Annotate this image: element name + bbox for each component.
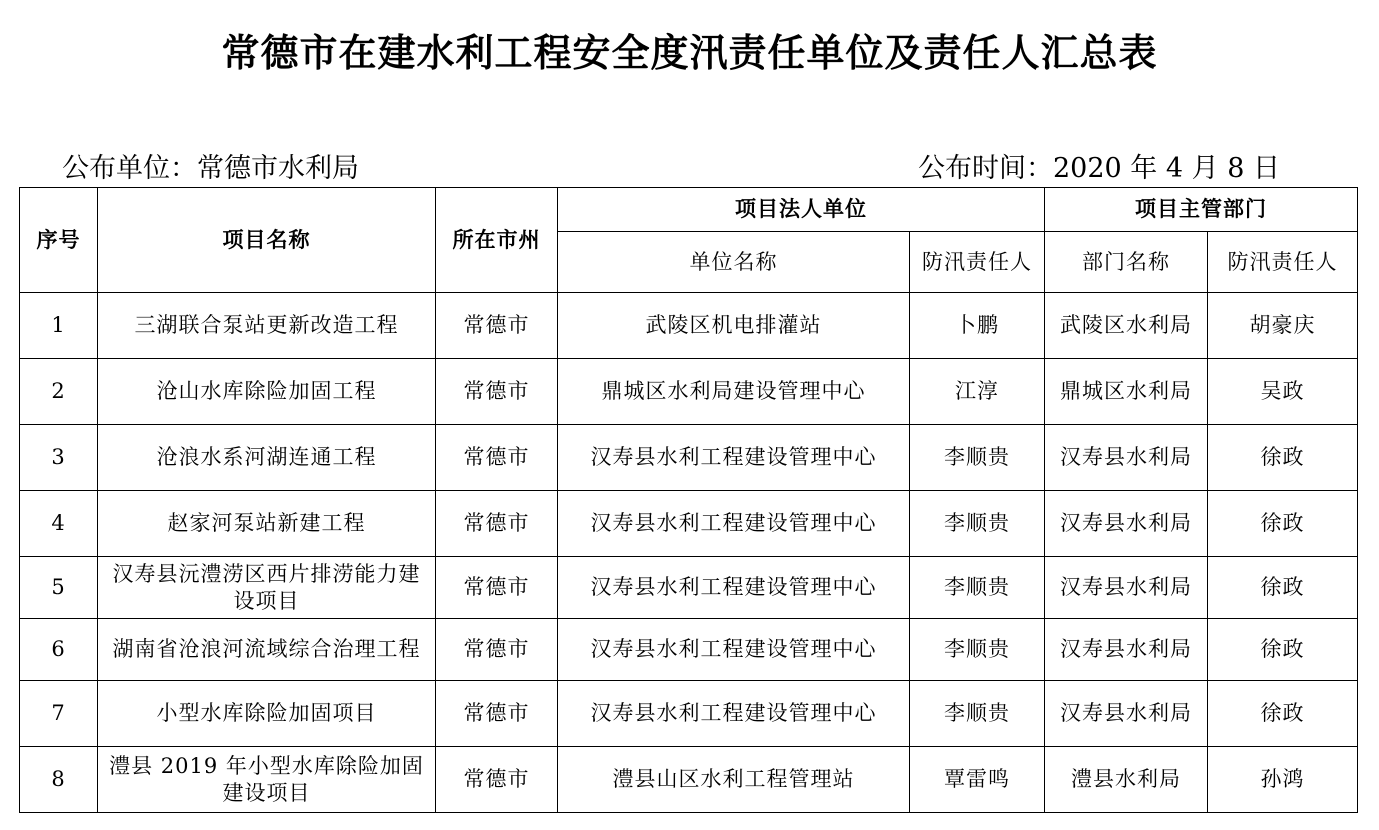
- cell-unit-name: 汉寿县水利工程建设管理中心: [558, 425, 910, 491]
- cell-project-name: 澧县 2019 年小型水库除险加固建设项目: [98, 747, 436, 813]
- cell-unit-person: 李顺贵: [910, 681, 1045, 747]
- publisher-label: 公布单位：常德市水利局: [62, 153, 359, 184]
- table-row: [20, 557, 1358, 619]
- cell-project-name: 赵家河泵站新建工程: [98, 491, 436, 557]
- cell-unit-person: 李顺贵: [910, 491, 1045, 557]
- cell-project-name: 汉寿县沅澧涝区西片排涝能力建设项目: [98, 557, 436, 619]
- table-row: [20, 491, 1358, 557]
- cell-dept-person: 徐政: [1208, 425, 1358, 491]
- cell-project-name: 湖南省沧浪河流域综合治理工程: [98, 619, 436, 681]
- cell-unit-name: 汉寿县水利工程建设管理中心: [558, 557, 910, 619]
- cell-seq: 5: [20, 557, 98, 619]
- cell-city: 常德市: [436, 681, 558, 747]
- header-dept: 项目主管部门: [1045, 188, 1358, 232]
- cell-unit-person: 江淳: [910, 359, 1045, 425]
- table-row: [20, 425, 1358, 491]
- cell-dept-person: 徐政: [1208, 491, 1358, 557]
- cell-seq: 8: [20, 747, 98, 813]
- table-body: [20, 293, 1358, 813]
- cell-dept-person: 徐政: [1208, 557, 1358, 619]
- cell-city: 常德市: [436, 293, 558, 359]
- cell-dept-name: 汉寿县水利局: [1045, 619, 1208, 681]
- cell-seq: 7: [20, 681, 98, 747]
- cell-unit-person: 覃雷鸣: [910, 747, 1045, 813]
- cell-dept-name: 鼎城区水利局: [1045, 359, 1208, 425]
- table-row: [20, 293, 1358, 359]
- cell-unit-name: 汉寿县水利工程建设管理中心: [558, 681, 910, 747]
- cell-unit-name: 汉寿县水利工程建设管理中心: [558, 619, 910, 681]
- cell-dept-name: 汉寿县水利局: [1045, 681, 1208, 747]
- cell-seq: 6: [20, 619, 98, 681]
- cell-dept-person: 徐政: [1208, 619, 1358, 681]
- cell-project-name: 沧浪水系河湖连通工程: [98, 425, 436, 491]
- header-unit-person: 防汛责任人: [910, 232, 1045, 293]
- cell-project-name: 沧山水库除险加固工程: [98, 359, 436, 425]
- cell-dept-name: 武陵区水利局: [1045, 293, 1208, 359]
- publish-time-label: 公布时间：2020 年 4 月 8 日: [918, 153, 1280, 184]
- cell-seq: 3: [20, 425, 98, 491]
- header-unit-name: 单位名称: [558, 232, 910, 293]
- cell-city: 常德市: [436, 557, 558, 619]
- table-row: [20, 681, 1358, 747]
- cell-city: 常德市: [436, 491, 558, 557]
- table-header: [20, 188, 1358, 293]
- cell-seq: 2: [20, 359, 98, 425]
- header-city: 所在市州: [436, 188, 558, 293]
- header-dept-person: 防汛责任人: [1208, 232, 1358, 293]
- cell-city: 常德市: [436, 359, 558, 425]
- cell-unit-person: 李顺贵: [910, 619, 1045, 681]
- cell-dept-person: 孙鸿: [1208, 747, 1358, 813]
- cell-project-name: 三湖联合泵站更新改造工程: [98, 293, 436, 359]
- table-row: [20, 619, 1358, 681]
- cell-dept-name: 汉寿县水利局: [1045, 557, 1208, 619]
- cell-unit-name: 鼎城区水利局建设管理中心: [558, 359, 910, 425]
- page-title: 常德市在建水利工程安全度汛责任单位及责任人汇总表: [221, 31, 1158, 75]
- cell-unit-name: 武陵区机电排灌站: [558, 293, 910, 359]
- cell-dept-person: 吴政: [1208, 359, 1358, 425]
- cell-unit-person: 卜鹏: [910, 293, 1045, 359]
- cell-unit-name: 汉寿县水利工程建设管理中心: [558, 491, 910, 557]
- cell-dept-name: 澧县水利局: [1045, 747, 1208, 813]
- cell-dept-name: 汉寿县水利局: [1045, 425, 1208, 491]
- cell-unit-name: 澧县山区水利工程管理站: [558, 747, 910, 813]
- cell-city: 常德市: [436, 425, 558, 491]
- cell-seq: 1: [20, 293, 98, 359]
- cell-dept-person: 胡豪庆: [1208, 293, 1358, 359]
- header-legal-unit: 项目法人单位: [558, 188, 1045, 232]
- cell-dept-name: 汉寿县水利局: [1045, 491, 1208, 557]
- cell-dept-person: 徐政: [1208, 681, 1358, 747]
- cell-seq: 4: [20, 491, 98, 557]
- header-project-name: 项目名称: [98, 188, 436, 293]
- cell-unit-person: 李顺贵: [910, 557, 1045, 619]
- cell-unit-person: 李顺贵: [910, 425, 1045, 491]
- responsibility-table: [19, 187, 1358, 813]
- cell-city: 常德市: [436, 619, 558, 681]
- table-row: [20, 359, 1358, 425]
- header-seq: 序号: [20, 188, 98, 293]
- cell-city: 常德市: [436, 747, 558, 813]
- cell-project-name: 小型水库除险加固项目: [98, 681, 436, 747]
- table-row: [20, 747, 1358, 813]
- header-dept-name: 部门名称: [1045, 232, 1208, 293]
